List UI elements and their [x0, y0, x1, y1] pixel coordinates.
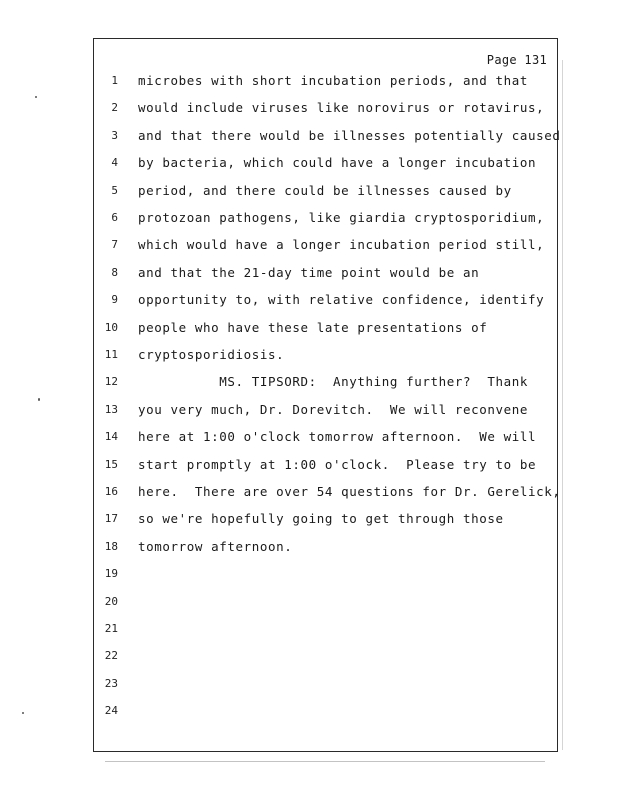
line-number: 19 — [104, 567, 118, 581]
scan-speck — [22, 712, 24, 714]
line-number: 11 — [104, 348, 118, 361]
line-number: 18 — [104, 539, 118, 553]
scan-speck — [35, 96, 37, 98]
line-number: 23 — [104, 676, 118, 690]
transcript-line-text: MS. TIPSORD: Anything further? Thank — [138, 374, 529, 390]
line-number: 15 — [104, 457, 118, 471]
line-number: 5 — [111, 183, 118, 197]
scan-speck — [38, 398, 40, 401]
transcript-line-text: opportunity to, with relative confidence, identify — [138, 292, 545, 308]
line-number: 13 — [104, 402, 118, 416]
transcript-line-text: which would have a longer incubation period still, — [138, 237, 545, 253]
line-number: 8 — [111, 265, 118, 279]
transcript-line-text: here. There are over 54 questions for Dr. Gerelick, — [138, 484, 561, 499]
line-number: 21 — [104, 622, 118, 635]
line-number: 14 — [104, 430, 118, 444]
transcript-line-text: would include viruses like norovirus or rotavirus, — [138, 100, 545, 116]
line-number: 22 — [104, 649, 118, 663]
transcript-line-text: so we're hopefully going to get through those — [138, 511, 504, 527]
page-number: Page 131 — [486, 53, 547, 67]
transcript-line-text: protozoan pathogens, like giardia cryptosporidium, — [138, 210, 545, 225]
transcript-line-text: by bacteria, which could have a longer incubation — [138, 155, 537, 171]
transcript-line-text: cryptosporidiosis. — [138, 347, 285, 362]
transcript-page — [93, 38, 558, 752]
line-number: 2 — [111, 101, 118, 115]
transcript-line-text: microbes with short incubation periods, and that — [138, 73, 529, 88]
transcript-line-text: tomorrow afternoon. — [138, 538, 293, 554]
line-number: 12 — [104, 375, 118, 389]
transcript-line-text: period, and there could be illnesses caused by — [138, 182, 512, 198]
line-number: 9 — [111, 293, 118, 307]
line-number: 4 — [111, 156, 118, 170]
line-number: 1 — [111, 74, 118, 87]
line-number: 6 — [111, 211, 118, 224]
scan-edge-bottom — [105, 761, 545, 762]
transcript-line-text: you very much, Dr. Dorevitch. We will reconvene — [138, 401, 529, 417]
line-number: 20 — [104, 594, 118, 608]
line-number: 16 — [104, 485, 118, 498]
scan-edge-right — [562, 60, 563, 750]
line-number: 3 — [111, 128, 118, 142]
transcript-line-text: start promptly at 1:00 o'clock. Please try to be — [138, 456, 537, 472]
line-number: 10 — [104, 320, 118, 334]
transcript-line-text: here at 1:00 o'clock tomorrow afternoon. We will — [138, 429, 537, 445]
line-number: 7 — [111, 238, 118, 252]
transcript-line-text: people who have these late presentations of — [138, 319, 488, 335]
line-number: 24 — [104, 704, 118, 718]
transcript-line-text: and that there would be illnesses potentially caused — [138, 127, 561, 143]
line-number: 17 — [104, 512, 118, 526]
transcript-line-text: and that the 21-day time point would be an — [138, 264, 480, 280]
